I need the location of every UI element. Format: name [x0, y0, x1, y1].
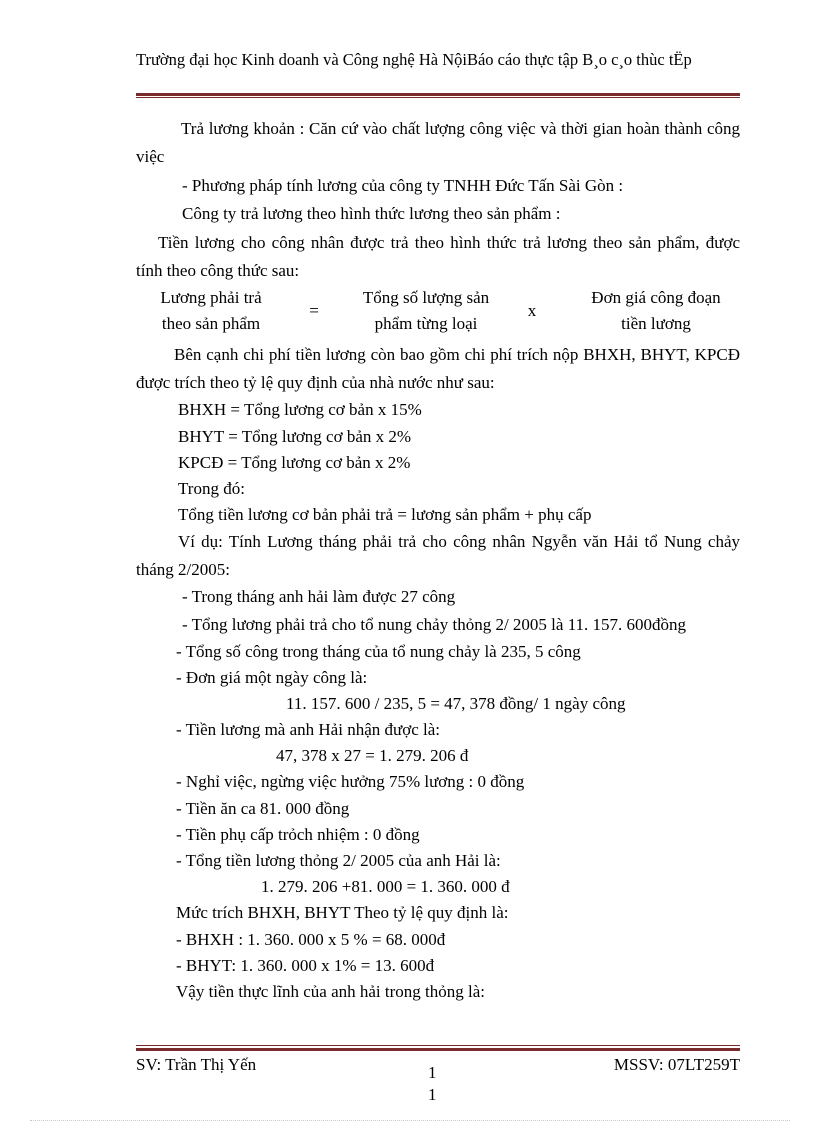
- formula-term-b1: Tổng số lượng sản: [362, 288, 490, 308]
- line-bhxh-rate: BHXH = Tổng lương cơ bản x 15%: [178, 400, 422, 420]
- line-calc-tien-luong: 47, 378 x 27 = 1. 279. 206 đ: [276, 746, 469, 766]
- line-trong-do: Trong đó:: [178, 478, 245, 498]
- formula-term-c1: Đơn giá công đoạn: [591, 288, 721, 308]
- line-bhyt-amount: - BHYT: 1. 360. 000 x 1% = 13. 600đ: [176, 955, 435, 975]
- line-so-cong: - Trong tháng anh hải làm được 27 công: [182, 587, 456, 607]
- line-tien-an-ca: - Tiền ăn ca 81. 000 đồng: [176, 798, 350, 818]
- line-phu-cap: - Tiền phụ cấp trỏch nhiệm : 0 đồng: [176, 824, 420, 844]
- footer-student-name: SV: Trần Thị Yến: [136, 1055, 257, 1074]
- header-rule: [136, 93, 740, 98]
- paragraph-ben-canh: Bên cạnh chi phí tiền lương còn bao gồm chi phí trích nộp BHXH, BHYT, KPCĐ được trích theo tỷ lệ quy định của nhà nước như sau:: [136, 345, 740, 393]
- line-bhyt-rate: BHYT = Tổng lương cơ bản x 2%: [178, 426, 412, 446]
- formula-term-c2: tiền lương: [621, 314, 691, 334]
- paragraph-tra-luong-khoan: Trả lương khoản : Căn cứ vào chất lượng công việc và thời gian hoàn thành công việc: [136, 119, 740, 166]
- formula-term-b2: phẩm từng loại: [374, 314, 478, 334]
- page-header: Trường đại học Kinh doanh và Công nghệ Hà NộiBáo cáo thực tập B¸o c¸o thùc tËp: [136, 50, 692, 69]
- line-phuong-phap: - Phương pháp tính lương của công ty TNHH Đức Tấn Sài Gòn :: [182, 176, 624, 195]
- line-don-gia: - Đơn giá một ngày công là:: [176, 667, 368, 687]
- document-body: [136, 115, 740, 1005]
- line-bhxh-amount: - BHXH : 1. 360. 000 x 5 % = 68. 000đ: [176, 929, 446, 949]
- line-tien-luong-nhan: - Tiền lương mà anh Hải nhận được là:: [176, 720, 440, 740]
- page-number-repeat: 1: [428, 1085, 437, 1104]
- formula-equals: =: [309, 301, 319, 321]
- page-number: 1: [428, 1063, 437, 1082]
- page-boundary-line: [30, 1120, 790, 1121]
- salary-formula: [136, 285, 740, 341]
- line-tong-so-cong: - Tổng số công trong tháng của tổ nung chảy là 235, 5 công: [176, 641, 581, 661]
- line-cong-ty-tra-luong: Công ty trả lương theo hình thức lương theo sản phẩm :: [182, 204, 561, 224]
- line-nghi-viec: - Nghỉ việc, ngừng việc hưởng 75% lương : 0 đồng: [176, 772, 525, 792]
- line-calc-don-gia: 11. 157. 600 / 235, 5 = 47, 378 đồng/ 1 ngày công: [286, 693, 626, 713]
- formula-term-a2: theo sản phẩm: [161, 314, 261, 334]
- line-thuc-linh: Vậy tiền thực lĩnh của anh hải trong thỏng là:: [176, 981, 485, 1001]
- line-tong-tien-luong: Tổng tiền lương cơ bản phải trả = lương sản phẩm + phụ cấp: [178, 505, 592, 525]
- line-tong-tien-thang: - Tổng tiền lương thỏng 2/ 2005 của anh Hải là:: [176, 851, 501, 870]
- formula-multiply: x: [527, 301, 537, 321]
- paragraph-tong-luong-to: - Tổng lương phải trả cho tổ nung chảy thỏng 2/ 2005 là 11. 157. 600đồng: [182, 614, 687, 634]
- paragraph-vi-du: Ví dụ: Tính Lương tháng phải trả cho công nhân Ngyễn văn Hải tổ Nung chảy tháng 2/2005:: [136, 532, 740, 580]
- formula-term-a1: Lương phải trả: [160, 288, 262, 308]
- line-calc-tong: 1. 279. 206 +81. 000 = 1. 360. 000 đ: [261, 877, 510, 897]
- footer-rule: [136, 1045, 740, 1051]
- line-muc-trich: Mức trích BHXH, BHYT Theo tỷ lệ quy định là:: [176, 903, 509, 923]
- footer-student-id: MSSV: 07LT259T: [613, 1055, 740, 1074]
- paragraph-tien-luong: Tiền lương cho công nhân được trả theo hình thức trả lương theo sản phẩm, được tính theo công thức sau:: [136, 233, 740, 281]
- line-kpcd-rate: KPCĐ = Tổng lương cơ bản x 2%: [178, 452, 411, 472]
